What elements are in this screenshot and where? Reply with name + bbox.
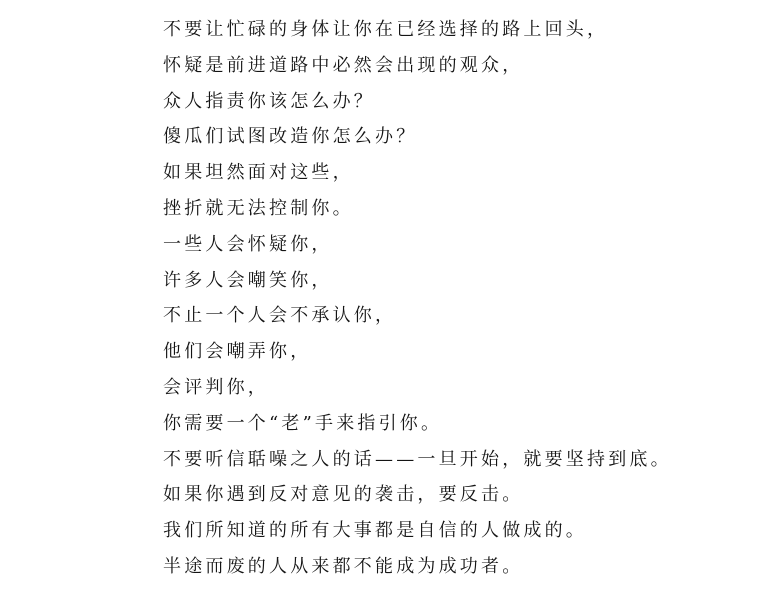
text-line: 会评判你， [163,376,269,398]
text-line: 不止一个人会不承认你， [163,305,397,327]
text-line: 半途而废的人从来都不能成为成功者。 [163,555,524,577]
text-line: 他们会嘲弄你， [163,341,312,363]
text-line: 众人指责你该怎么办？ [163,90,375,112]
text-line: 如果坦然面对这些， [163,162,354,184]
poem-text [163,12,753,585]
text-line: 挫折就无法控制你。 [163,197,354,219]
text-line: 一些人会怀疑你， [163,233,333,255]
text-line: 傻瓜们试图改造你怎么办？ [163,126,418,148]
text-line: 许多人会嘲笑你， [163,269,333,291]
text-line: 怀疑是前进道路中必然会出现的观众， [163,54,524,76]
text-line: 不要让忙碌的身体让你在已经选择的路上回头， [163,19,609,40]
text-line: 不要听信聒噪之人的话——一旦开始，就要坚持到底。 [163,448,672,470]
text-line: 我们所知道的所有大事都是自信的人做成的。 [163,520,587,542]
text-line: 你需要一个“老”手来指引你。 [163,412,443,434]
text-line: 如果你遇到反对意见的袭击，要反击。 [163,484,524,506]
